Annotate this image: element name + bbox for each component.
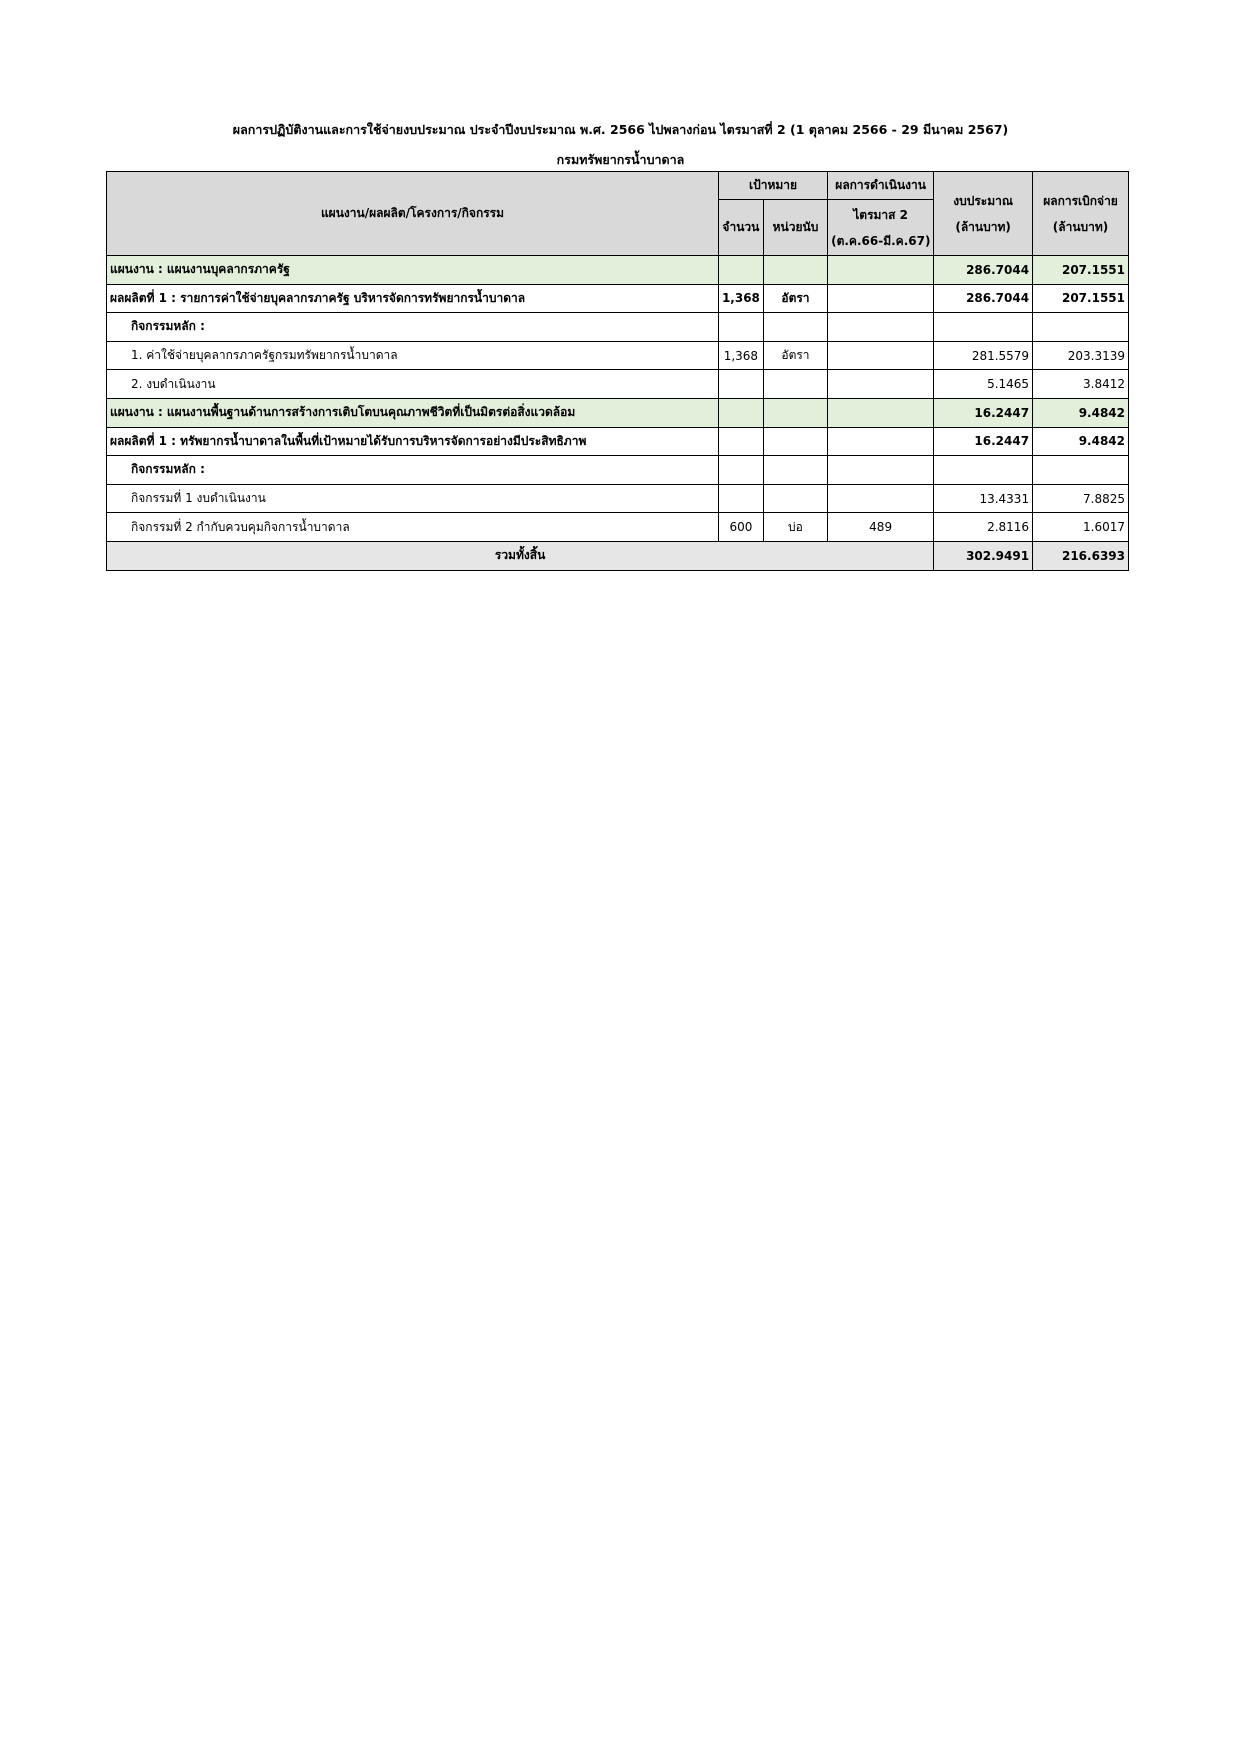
row-unit [763,484,827,513]
table-row [107,427,1129,456]
document-title: ผลการปฏิบัติงานและการใช้จ่ายงบประมาณ ประจำปีงบประมาณ พ.ศ. 2566 ไปพลางก่อน ไตรมาสที่ 2 (1 ตุลาคม 2566 - 29 มีนาคม 2567) [232,122,1009,137]
header-result: ผลการดำเนินงาน [828,172,934,200]
row-budget: 5.1465 [934,370,1033,399]
header-target: เป้าหมาย [718,172,827,200]
row-spent: 207.1551 [1033,284,1129,313]
row-qty [718,256,763,285]
row-budget [934,456,1033,485]
row-budget: 13.4331 [934,484,1033,513]
header-qty: จำนวน [718,200,763,256]
row-name: กิจกรรมหลัก : [107,456,719,485]
row-spent: 7.8825 [1033,484,1129,513]
row-qty [718,313,763,342]
table-row [107,313,1129,342]
row-spent: 207.1551 [1033,256,1129,285]
header-budget [934,172,1033,256]
header-spent [1033,172,1129,256]
row-name: กิจกรรมที่ 2 กำกับควบคุมกิจการน้ำบาดาล [107,513,719,542]
row-name: แผนงาน : แผนงานบุคลากรภาครัฐ [107,256,719,285]
row-qty [718,427,763,456]
row-unit: อัตรา [763,341,827,370]
row-name: 1. ค่าใช้จ่ายบุคลากรภาครัฐกรมทรัพยากรน้ำบาดาล [107,341,719,370]
row-qty: 1,368 [718,341,763,370]
row-unit [763,427,827,456]
row-result [828,284,934,313]
row-result [828,427,934,456]
row-result [828,256,934,285]
row-name: แผนงาน : แผนงานพื้นฐานด้านการสร้างการเติบโตบนคุณภาพชีวิตที่เป็นมิตรต่อสิ่งแวดล้อม [107,398,719,427]
header-spent-line1: ผลการเบิกจ่าย [1043,193,1118,208]
table-row [107,341,1129,370]
header-budget-line1: งบประมาณ [953,193,1013,208]
total-row [107,541,1129,570]
row-spent [1033,456,1129,485]
row-budget: 281.5579 [934,341,1033,370]
table-row [107,513,1129,542]
row-budget: 16.2447 [934,398,1033,427]
row-budget: 16.2447 [934,427,1033,456]
row-budget: 2.8116 [934,513,1033,542]
header-budget-line2: (ล้านบาท) [955,219,1011,234]
row-spent: 1.6017 [1033,513,1129,542]
row-result [828,484,934,513]
row-result [828,456,934,485]
row-result [828,341,934,370]
header-item: แผนงาน/ผลผลิต/โครงการ/กิจกรรม [107,172,719,256]
row-qty [718,456,763,485]
row-unit [763,313,827,342]
row-spent [1033,313,1129,342]
total-label: รวมทั้งสิ้น [107,541,934,570]
row-name: กิจกรรมหลัก : [107,313,719,342]
table-row [107,256,1129,285]
row-qty: 600 [718,513,763,542]
total-spent: 216.6393 [1033,541,1129,570]
row-budget: 286.7044 [934,256,1033,285]
header-quarter-line2: (ต.ค.66-มี.ค.67) [831,233,931,248]
row-qty [718,398,763,427]
table-row [107,398,1129,427]
document-subtitle: กรมทรัพยากรน้ำบาดาล [556,152,685,167]
row-result: 489 [828,513,934,542]
row-unit: อัตรา [763,284,827,313]
header-unit: หน่วยนับ [763,200,827,256]
row-result [828,370,934,399]
row-name: ผลผลิตที่ 1 : รายการค่าใช้จ่ายบุคลากรภาครัฐ บริหารจัดการทรัพยากรน้ำบาดาล [107,284,719,313]
row-name: 2. งบดำเนินงาน [107,370,719,399]
row-result [828,313,934,342]
total-budget: 302.9491 [934,541,1033,570]
row-unit [763,370,827,399]
row-qty: 1,368 [718,284,763,313]
row-unit [763,398,827,427]
row-qty [718,484,763,513]
row-name: กิจกรรมที่ 1 งบดำเนินงาน [107,484,719,513]
row-spent: 203.3139 [1033,341,1129,370]
table-row [107,484,1129,513]
row-budget [934,313,1033,342]
row-spent: 9.4842 [1033,427,1129,456]
row-spent: 3.8412 [1033,370,1129,399]
budget-table [106,171,1129,571]
table-row [107,456,1129,485]
row-qty [718,370,763,399]
header-spent-line2: (ล้านบาท) [1052,219,1109,234]
row-spent: 9.4842 [1033,398,1129,427]
row-unit: บ่อ [763,513,827,542]
row-unit [763,456,827,485]
row-budget: 286.7044 [934,284,1033,313]
row-name: ผลผลิตที่ 1 : ทรัพยากรน้ำบาดาลในพื้นที่เป้าหมายได้รับการบริหารจัดการอย่างมีประสิทธิภาพ [107,427,719,456]
table-row [107,284,1129,313]
header-quarter [828,200,934,256]
row-unit [763,256,827,285]
header-quarter-line1: ไตรมาส 2 [853,207,909,222]
row-result [828,398,934,427]
table-row [107,370,1129,399]
